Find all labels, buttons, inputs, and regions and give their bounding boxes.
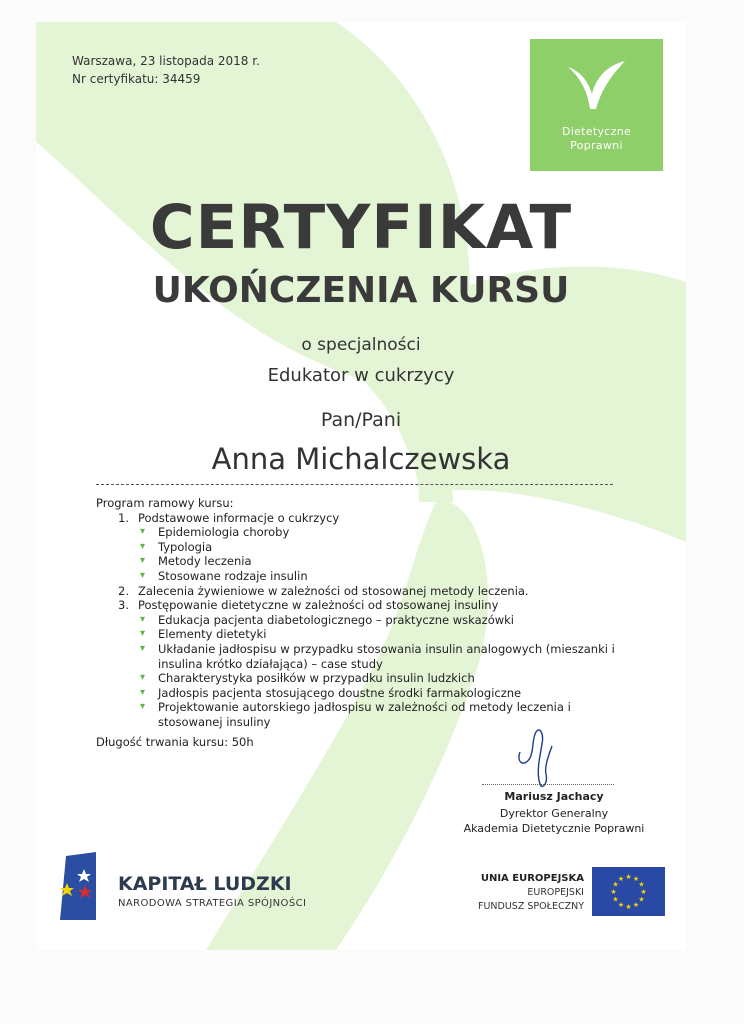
eu-flag-icon (592, 867, 665, 916)
program-subitem (96, 686, 656, 701)
program-subitem (96, 554, 656, 569)
program-item-text: Zalecenia żywieniowe w zależności od stosowanej metody leczenia. (138, 583, 529, 598)
eu-star: ★ (638, 895, 645, 904)
program-subitem (96, 671, 656, 686)
eu-fund-line2: FUNDUSZ SPOŁECZNY (478, 901, 584, 912)
chevron-down-icon: ▾ (140, 555, 146, 567)
program-item-text: Podstawowe informacje o cukrzycy (138, 510, 340, 525)
program-item-number: 3. (118, 598, 129, 613)
issue-date: Warszawa, 23 listopada 2018 r. (72, 54, 260, 68)
program-item (96, 598, 656, 613)
eu-star: ★ (638, 880, 645, 889)
program-subitem-continuation: stosowanej insuliny (158, 714, 271, 729)
eu-star: ★ (632, 875, 640, 883)
program-subitem-text: Edukacja pacjenta diabetologicznego – praktyczne wskazówki (158, 612, 514, 627)
certificate-number: Nr certyfikatu: 34459 (72, 72, 201, 86)
salutation: Pan/Pani (320, 409, 402, 431)
chevron-down-icon: ▾ (140, 642, 146, 654)
kapital-ludzki-subtitle: NARODOWA STRATEGIA SPÓJNOŚCI (118, 898, 307, 909)
eu-stars-ring (592, 867, 665, 916)
chevron-down-icon: ▾ (140, 701, 146, 713)
logo-text-line2: Poprawni (570, 139, 623, 152)
chevron-down-icon: ▾ (140, 628, 146, 640)
eu-star: ★ (617, 875, 625, 883)
eu-name: UNIA EUROPEJSKA (480, 873, 584, 884)
dietetyczne-poprawni-logo (530, 39, 663, 171)
program-subitem-text: Elementy dietetyki (158, 627, 267, 642)
program-subitem (96, 613, 656, 628)
chevron-down-icon: ▾ (140, 540, 146, 552)
certificate-subtitle: UKOŃCZENIA KURSU (152, 270, 570, 311)
program-item (96, 584, 656, 599)
program-subitem (96, 569, 656, 584)
program-subitem-text: Projektowanie autorskiego jadłospisu w zależności od metody leczenia i (158, 700, 571, 715)
specialty-label: o specjalności (301, 335, 421, 355)
handwritten-signature (506, 722, 576, 792)
specialty-name: Edukator w cukrzycy (267, 365, 455, 386)
program-subitem-text: Układanie jadłospisu w przypadku stosowania insulin analogowych (mieszanki i (158, 641, 615, 656)
signer-name: Mariusz Jachacy (504, 790, 604, 803)
recipient-name: Anna Michalczewska (211, 442, 511, 476)
program-item-number: 1. (118, 510, 129, 525)
chevron-down-icon: ▾ (140, 672, 146, 684)
program-subitem-continuation: insulina krótko działająca) – case study (158, 656, 383, 671)
signer-role: Dyrektor Generalny (499, 807, 609, 820)
program-subitem-text: Jadłospis pacjenta stosującego doustne środki farmakologiczne (158, 685, 522, 700)
signature-line (482, 784, 614, 785)
eu-star: ★ (640, 888, 647, 896)
certificate-title: CERTYFIKAT (149, 192, 573, 263)
program-subitem-text: Epidemiologia choroby (158, 525, 290, 540)
eu-star: ★ (625, 903, 632, 911)
chevron-down-icon: ▾ (140, 526, 146, 538)
eu-star: ★ (632, 901, 640, 909)
course-duration: Długość trwania kursu: 50h (96, 735, 254, 749)
divider-line (96, 484, 613, 485)
program-item-number: 2. (118, 583, 129, 598)
chevron-down-icon: ▾ (140, 686, 146, 698)
eu-star: ★ (625, 873, 632, 881)
eu-star: ★ (612, 880, 619, 889)
eu-star: ★ (612, 895, 619, 904)
program-subitem-text: Metody leczenia (158, 554, 252, 569)
program-subitem (96, 642, 656, 657)
eu-star: ★ (610, 888, 617, 896)
kapital-ludzki-name: KAPITAŁ LUDZKI (118, 873, 292, 895)
kapital-ludzki-logo (50, 850, 102, 922)
program-heading: Program ramowy kursu: (96, 496, 234, 510)
program-subitem (96, 540, 656, 555)
program-subitem-text: Stosowane rodzaje insulin (158, 568, 308, 583)
program-subitem-text: Typologia (158, 539, 213, 554)
program-section (96, 496, 656, 730)
eu-fund-line1: EUROPEJSKI (527, 887, 584, 898)
certificate-sheet (36, 22, 686, 950)
program-item (96, 511, 656, 526)
chevron-down-icon: ▾ (140, 613, 146, 625)
sprout-icon (530, 39, 663, 129)
program-subitem (96, 525, 656, 540)
program-subitem (96, 627, 656, 642)
program-subitem (96, 700, 656, 715)
program-item-text: Postępowanie dietetyczne w zależności od stosowanej insuliny (138, 598, 499, 613)
chevron-down-icon: ▾ (140, 569, 146, 581)
program-subitem-text: Charakterystyka posiłków w przypadku insulin ludzkich (158, 671, 475, 686)
signer-organization: Akademia Dietetycznie Poprawni (463, 822, 645, 835)
logo-text-line1: Dietetyczne (561, 125, 632, 138)
eu-star: ★ (617, 901, 625, 909)
